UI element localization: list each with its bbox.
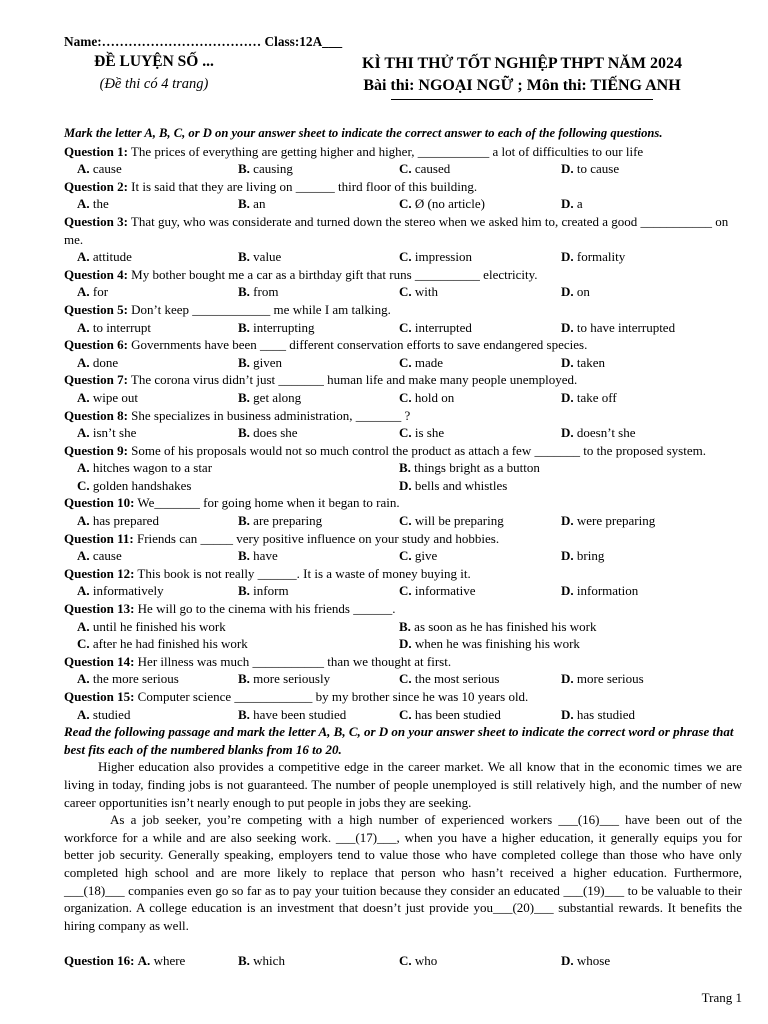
option-a: isn’t she bbox=[92, 425, 137, 441]
option-b: an bbox=[253, 196, 266, 212]
option-b: which bbox=[253, 952, 285, 968]
option-a: until he finished his work bbox=[92, 618, 226, 634]
option-b: does she bbox=[253, 425, 298, 441]
option-d: whose bbox=[576, 952, 611, 968]
option-d: when he was finishing his work bbox=[414, 636, 580, 652]
option-b: interrupting bbox=[253, 319, 315, 335]
question-text: She specializes in business administration, _______ ? bbox=[127, 407, 411, 423]
question-text: My bother bought me a car as a birthday gift that runs __________ electricity. bbox=[127, 266, 538, 282]
option-c: with bbox=[414, 284, 439, 300]
option-b: given bbox=[253, 354, 283, 370]
question-text: Friends can _____ very positive influence on your study and hobbies. bbox=[133, 530, 500, 546]
question-text: The prices of everything are getting higher and higher, ___________ a lot of difficulties to our life bbox=[127, 143, 644, 159]
option-b: from bbox=[253, 284, 279, 300]
question-text: Some of his proposals would not so much control the product as attach a few _______ to the proposed system. bbox=[127, 442, 706, 458]
question-label: Question 4: bbox=[64, 266, 128, 282]
option-d: take off bbox=[576, 389, 617, 405]
question-text: The corona virus didn’t just _______ human life and make many people unemployed. bbox=[127, 372, 578, 388]
option-a: for bbox=[92, 284, 109, 300]
option-d: formality bbox=[576, 249, 626, 265]
name-class-line: Name:……………………………… Class:12A___ bbox=[64, 34, 343, 49]
practice-title: ĐỀ LUYỆN SỐ ... bbox=[94, 53, 214, 70]
exam-page bbox=[64, 33, 742, 968]
option-d: information bbox=[576, 583, 639, 599]
question-list: Question 1: The prices of everything are getting higher and higher, ___________ a lot of difficulties to our life A. cause B. causing C. caused D. to cause Question 2: It is said that they are living on ______ third floor of this building. A. the B. an C. Ø (no article) D. a Question 3: That guy, who was considerate and turned down the stereo when we asked him to, created a good ___________ on me. A. attitude B. value C. impression D. formality Question 4: My bother bought me a car as a birthday gift that runs __________ electricity. A. for B. from C. with D. on Question 5: Don’t keep ____________ me while I am talking. A. to interrupt B. interrupting C. interrupted D. to have interrupted Question 6: Governments have been ____ different conservation efforts to save endangered species. A. done B. given C. made D. taken Question 7: The corona virus didn’t just _______ human life and make many people unemployed. A. wipe out B. get along C. hold on D. take off Question 8: She specializes in business administration, _______ ? A. isn’t she B. does she C. is she D. doesn’t she Question 9: Some of his proposals would not so much control the product as attach a few _______ to the proposed system. A. hitches wagon to a star B. things bright as a button C. golden handshakes D. bells and whistles Question 10: We_______ for going home when it began to rain. A. has prepared B. are preparing C. will be preparing D. were preparing Question 11: Friends can _____ very positive influence on your study and hobbies. A. cause B. have C. give D. bring Question 12: This book is not really ______. It is a waste of money buying it. A. informatively B. inform C. informative D. information Question 13: He will go to the cinema with his friends ______. A. until he finished his work B. as soon as he has finished his work C. after he had finished his work D. when he was finishing his work Question 14: Her illness was much ___________ than we thought at first. A. the more serious B. more seriously C. the most serious D. more serious Question 15: Computer science ____________ by my brother since he was 10 years old. A. studied B. have been studied C. has been studied D. has studied bbox=[64, 143, 742, 724]
option-b: have been studied bbox=[253, 706, 347, 722]
question-8 bbox=[64, 407, 742, 425]
question-7 bbox=[64, 371, 742, 389]
option-d: were preparing bbox=[576, 513, 656, 529]
option-d: bring bbox=[576, 548, 605, 564]
option-a: where bbox=[153, 952, 186, 968]
option-c: is she bbox=[414, 425, 445, 441]
option-d: on bbox=[576, 284, 590, 300]
question-16: Question 16: A. where B. which C. who D. whose bbox=[64, 952, 611, 968]
question-label: Question 14: bbox=[64, 653, 135, 669]
question-label: Question 10: bbox=[64, 495, 135, 511]
question-15 bbox=[64, 688, 742, 706]
question-label: Question 11: bbox=[64, 530, 134, 546]
option-c: will be preparing bbox=[414, 513, 504, 529]
option-a: the bbox=[92, 196, 109, 212]
option-d: to cause bbox=[576, 161, 620, 177]
question-label: Question 5: bbox=[64, 301, 128, 317]
question-text: Governments have been ____ different conservation efforts to save endangered species. bbox=[127, 337, 588, 353]
question-label: Question 7: bbox=[64, 372, 128, 388]
option-c: who bbox=[414, 952, 438, 968]
question-text: Her illness was much ___________ than we thought at first. bbox=[134, 653, 452, 669]
question-label: Question 9: bbox=[64, 442, 128, 458]
question-text: Don’t keep ____________ me while I am talking. bbox=[127, 301, 391, 317]
option-c: interrupted bbox=[414, 319, 472, 335]
question-10 bbox=[64, 494, 742, 512]
question-text: We_______ for going home when it began to rain. bbox=[134, 495, 400, 511]
question-13 bbox=[64, 600, 742, 618]
option-a: hitches wagon to a star bbox=[92, 460, 213, 476]
option-a: cause bbox=[92, 548, 122, 564]
option-a: studied bbox=[92, 706, 131, 722]
option-b: inform bbox=[253, 583, 289, 599]
passage-paragraph-2: As a job seeker, you’re competing with a high number of experienced workers ___(16)___ have been out of the workforce for a while and are also seeking work. ___(17)___, when you have a higher education, it generally equips you for better job security. Generally speaking, employers tend to value those who have completed college than those who have only completed high school and are more likely to replace that person who hasn’t received a higher education. Furthermore, ___(18)___ companies even go so far as to pay your tuition because they consider an educated ___(19)___ to be valuable to their organization. A college education is an investment that doesn’t just provide you___(20)___ substantial rewards. It benefits the hiring company as well. bbox=[64, 812, 742, 933]
question-label: Question 15: bbox=[64, 689, 135, 704]
option-b: causing bbox=[253, 161, 293, 177]
option-c: has been studied bbox=[414, 706, 501, 722]
option-d: taken bbox=[576, 354, 606, 370]
question-11 bbox=[64, 530, 742, 548]
option-b: more seriously bbox=[253, 671, 331, 687]
option-c: hold on bbox=[414, 389, 455, 405]
question-label: Question 3: bbox=[64, 213, 128, 229]
question-text: That guy, who was considerate and turned down the stereo when we asked him to, created a good ___________ on me. bbox=[64, 213, 729, 247]
option-b: value bbox=[253, 249, 282, 265]
option-c: caused bbox=[414, 161, 451, 177]
question-5 bbox=[64, 301, 742, 319]
exam-header bbox=[64, 51, 742, 106]
page-count-note: (Đề thi có 4 trang) bbox=[99, 76, 209, 92]
option-a: has prepared bbox=[92, 513, 159, 529]
option-a: the more serious bbox=[92, 671, 179, 687]
question-text: Computer science ____________ by my brother since he was 10 years old. bbox=[134, 689, 529, 704]
question-label: Question 16: bbox=[64, 952, 135, 968]
header-right bbox=[302, 51, 742, 100]
question-3 bbox=[64, 213, 742, 248]
question-text: It is said that they are living on ______ third floor of this building. bbox=[127, 178, 478, 194]
instruction-passage: Read the following passage and mark the letter A, B, C, or D on your answer sheet to indicate the correct word or phrase that best fits each of the numbered blanks from 16 to 20. bbox=[64, 724, 734, 757]
question-label: Question 2: bbox=[64, 178, 128, 194]
option-a: to interrupt bbox=[92, 319, 152, 335]
option-c: made bbox=[414, 354, 444, 370]
option-c: the most serious bbox=[414, 671, 500, 687]
instruction-mcq: Mark the letter A, B, C, or D on your answer sheet to indicate the correct answer to each of the following questions. bbox=[64, 126, 663, 140]
option-c: informative bbox=[414, 583, 476, 599]
option-c: after he had finished his work bbox=[92, 636, 248, 652]
option-b: have bbox=[253, 548, 278, 564]
subject-title: Bài thi: NGOẠI NGỮ ; Môn thi: TIẾNG ANH bbox=[363, 77, 681, 94]
exam-title: KÌ THI THỬ TỐT NGHIỆP THPT NĂM 2024 bbox=[362, 55, 682, 72]
option-a: attitude bbox=[92, 249, 132, 265]
option-a: wipe out bbox=[92, 389, 139, 405]
option-a: done bbox=[92, 354, 119, 370]
option-a: cause bbox=[92, 161, 122, 177]
option-d: a bbox=[576, 196, 583, 212]
header-left bbox=[64, 51, 244, 95]
option-d: more serious bbox=[576, 671, 644, 687]
question-6 bbox=[64, 336, 742, 354]
question-label: Question 6: bbox=[64, 337, 128, 353]
question-14 bbox=[64, 653, 742, 671]
question-4 bbox=[64, 266, 742, 284]
option-a: informatively bbox=[92, 583, 164, 599]
page-number: Trang 1 bbox=[701, 990, 742, 1005]
question-9 bbox=[64, 442, 742, 460]
option-b: get along bbox=[253, 389, 302, 405]
question-2 bbox=[64, 178, 742, 196]
option-d: has studied bbox=[576, 706, 636, 722]
question-label: Question 13: bbox=[64, 601, 135, 617]
option-c: Ø (no article) bbox=[414, 196, 485, 212]
question-12 bbox=[64, 565, 742, 583]
question-label: Question 12: bbox=[64, 565, 135, 581]
exam-body bbox=[64, 125, 742, 970]
option-b: as soon as he has finished his work bbox=[414, 618, 597, 634]
option-d: doesn’t she bbox=[576, 425, 636, 441]
question-label: Question 1: bbox=[64, 143, 128, 159]
passage-paragraph-1: Higher education also provides a competitive edge in the career market. We all know that in the economic times we are living in today, finding jobs is not guaranteed. The number of people unemployed is still relatively high, and the number of new career opportunities isn’t nearly enough to put people in jobs they are seeking. bbox=[64, 759, 742, 810]
question-1 bbox=[64, 143, 742, 161]
header-underline bbox=[391, 99, 653, 100]
option-b: are preparing bbox=[253, 513, 323, 529]
option-d: to have interrupted bbox=[576, 319, 676, 335]
question-label: Question 8: bbox=[64, 407, 128, 423]
question-text: He will go to the cinema with his friends ______. bbox=[134, 601, 396, 617]
option-d: bells and whistles bbox=[414, 477, 508, 493]
option-c: impression bbox=[414, 249, 472, 265]
option-c: golden handshakes bbox=[92, 477, 192, 493]
question-text: This book is not really ______. It is a waste of money buying it. bbox=[134, 565, 471, 581]
option-b: things bright as a button bbox=[414, 460, 540, 476]
option-c: give bbox=[414, 548, 438, 564]
